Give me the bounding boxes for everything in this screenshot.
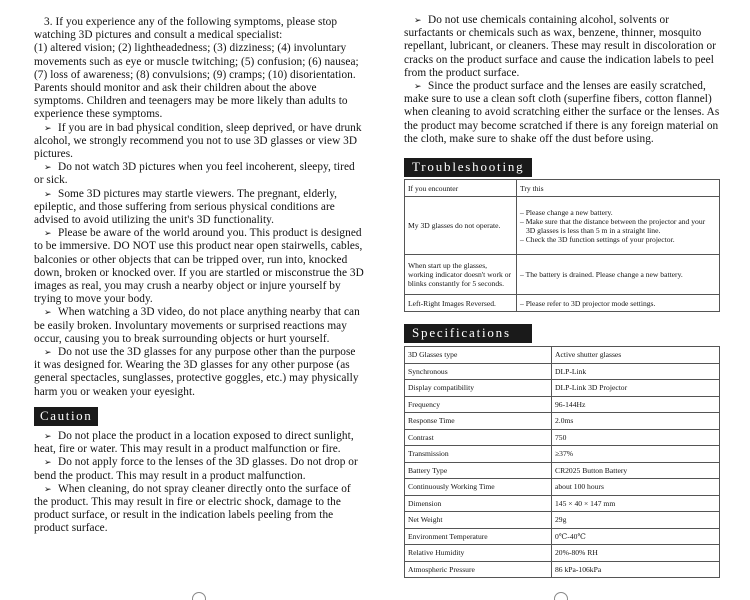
spec-key: 3D Glasses type bbox=[405, 347, 552, 364]
warning-physical-condition bbox=[34, 122, 364, 162]
arrow-bullet-icon: ➢ bbox=[44, 347, 52, 358]
spec-key: Display compatibility bbox=[405, 380, 552, 397]
spec-row bbox=[405, 528, 720, 545]
table-row bbox=[405, 255, 720, 295]
caution-cleaning bbox=[34, 483, 364, 536]
warning-text: Do not watch 3D pictures when you feel incoherent, sleepy, tired or sick. bbox=[34, 161, 355, 187]
spec-row bbox=[405, 347, 720, 364]
solution-item: – Make sure that the distance between the projector and your 3D glasses is less than 5 m in a straight line. bbox=[520, 216, 706, 235]
arrow-bullet-icon: ➢ bbox=[44, 483, 52, 494]
right-column bbox=[404, 14, 720, 578]
spec-row bbox=[405, 479, 720, 496]
spec-value: DLP-Link 3D Projector bbox=[552, 380, 720, 397]
spec-value: 2.0ms bbox=[552, 413, 720, 430]
warning-startle bbox=[34, 188, 364, 228]
spec-value: Active shutter glasses bbox=[552, 347, 720, 364]
symptoms-list: (1) altered vision; (2) lightheadedness; (3) dizziness; (4) involuntary movements such as eye or muscle twitching; (5) confusion; (6) nausea; (7) loss of awareness; (8) convulsions; (9) cramps; (10) disorientation. Parents should monitor and ask their children about the above symptoms. Children and teenagers may be more likely than adults to experience these symptoms. bbox=[34, 42, 359, 121]
left-column bbox=[34, 16, 364, 536]
table-row bbox=[405, 295, 720, 312]
arrow-bullet-icon: ➢ bbox=[44, 457, 52, 468]
spec-row bbox=[405, 396, 720, 413]
caution-text: Since the product surface and the lenses are easily scratched, make sure to use a clean soft cloth (superfine fibers, cotton flannel) when cleaning to avoid scratching either the surface or the lenses. As the product may become scratched if there is any foreign material on the cloth, make sure to shake off the dust before using. bbox=[404, 80, 720, 145]
arrow-bullet-icon: ➢ bbox=[44, 122, 52, 133]
table-row bbox=[405, 197, 720, 255]
spec-row bbox=[405, 545, 720, 562]
spec-row bbox=[405, 561, 720, 578]
spec-value: ≥37% bbox=[552, 446, 720, 463]
arrow-bullet-icon: ➢ bbox=[414, 15, 422, 25]
spec-key: Contrast bbox=[405, 429, 552, 446]
specifications-table bbox=[404, 346, 720, 578]
caution-scratch bbox=[404, 80, 720, 146]
solution-cell bbox=[517, 255, 720, 295]
caution-text: Do not place the product in a location exposed to direct sunlight, heat, fire or water. This may result in a product malfunction or fire. bbox=[34, 429, 354, 456]
warning-text: When watching a 3D video, do not place anything nearby that can be easily broken. Involuntary movements or surprised reactions may occur, causing you to break surrounding objects or hurt yourself. bbox=[34, 306, 360, 345]
spec-value: 96-144Hz bbox=[552, 396, 720, 413]
spec-row bbox=[405, 429, 720, 446]
solution-cell bbox=[517, 295, 720, 312]
spec-key: Environment Temperature bbox=[405, 528, 552, 545]
spec-value: 0℃-40℃ bbox=[552, 528, 720, 545]
spec-row bbox=[405, 495, 720, 512]
table-header-cell: Try this bbox=[517, 180, 720, 197]
problem-cell: My 3D glasses do not operate. bbox=[405, 197, 517, 255]
spec-row bbox=[405, 380, 720, 397]
caution-chemicals bbox=[404, 14, 720, 80]
solution-item: – Please change a new battery. bbox=[520, 207, 613, 217]
caution-heading: Caution bbox=[34, 407, 98, 426]
problem-cell: Left-Right Images Reversed. bbox=[405, 295, 517, 312]
spec-key: Relative Humidity bbox=[405, 545, 552, 562]
specifications-body bbox=[405, 347, 720, 578]
arrow-bullet-icon: ➢ bbox=[44, 162, 52, 173]
caution-force bbox=[34, 456, 364, 482]
spec-value: 20%-80% RH bbox=[552, 545, 720, 562]
arrow-bullet-icon: ➢ bbox=[414, 81, 422, 92]
spec-row bbox=[405, 512, 720, 529]
spec-key: Synchronous bbox=[405, 363, 552, 380]
troubleshooting-heading: Troubleshooting bbox=[404, 158, 532, 177]
table-header-row bbox=[405, 180, 720, 197]
caution-text: When cleaning, do not spray cleaner directly onto the surface of the product. This may result in fire or electric shock, damage to the product surface, or result in the indication labels peeling from the product surface. bbox=[34, 482, 351, 535]
spec-key: Response Time bbox=[405, 413, 552, 430]
warning-text: Please be aware of the world around you. This product is designed to be immersive. DO NOT use this product near open stairwells, cables, balconies or other objects that can be tripped over, run into, knocked down, broken or knocked over. If you are startled or misconstrue the 3D images as real, you may crush a nearby object or injure yourself by trying to move your body. bbox=[34, 227, 364, 306]
arrow-bullet-icon: ➢ bbox=[44, 228, 52, 239]
page-number-circle bbox=[192, 592, 206, 600]
spec-value: 86 kPa-106kPa bbox=[552, 561, 720, 578]
arrow-bullet-icon: ➢ bbox=[44, 307, 52, 318]
spec-row bbox=[405, 462, 720, 479]
spec-key: Continuously Working Time bbox=[405, 479, 552, 496]
spec-row bbox=[405, 413, 720, 430]
spec-key: Atmospheric Pressure bbox=[405, 561, 552, 578]
solution-item: – Please refer to 3D projector mode settings. bbox=[520, 298, 656, 308]
page-number-circle bbox=[554, 592, 568, 600]
problem-cell: When start up the glasses, working indicator doesn't work or blinks constantly for 5 seconds. bbox=[405, 255, 517, 295]
caution-text: Do not use chemicals containing alcohol, solvents or surfactants or chemicals such as wax, benzene, thinner, mosquito repellant, lubricant, or cleaners. These may result in discoloration or cracks on the product surface and cause the indication labels to peel from the product surface. bbox=[404, 14, 717, 79]
spec-value: 29g bbox=[552, 512, 720, 529]
table-header-cell: If you encounter bbox=[405, 180, 517, 197]
caution-sunlight bbox=[34, 430, 364, 456]
spec-value: 750 bbox=[552, 429, 720, 446]
specifications-heading: Specifications bbox=[404, 324, 532, 343]
troubleshooting-table bbox=[404, 179, 720, 312]
warning-incoherent bbox=[34, 161, 364, 187]
warning-breakables bbox=[34, 306, 364, 346]
warning-text: If you are in bad physical condition, sleep deprived, or have drunk alcohol, we strongly recommend you not to use 3D glasses or view 3D pictures. bbox=[34, 121, 362, 161]
solution-cell bbox=[517, 197, 720, 255]
spec-value: about 100 hours bbox=[552, 479, 720, 496]
arrow-bullet-icon: ➢ bbox=[44, 188, 52, 199]
warning-surroundings bbox=[34, 227, 364, 306]
spec-key: Frequency bbox=[405, 396, 552, 413]
spec-value: 145 × 40 × 147 mm bbox=[552, 495, 720, 512]
caution-text: Do not apply force to the lenses of the 3D glasses. Do not drop or bend the product. This may result in a product malfunction. bbox=[34, 456, 358, 482]
spec-key: Transmission bbox=[405, 446, 552, 463]
spec-value: CR2025 Button Battery bbox=[552, 462, 720, 479]
symptoms-intro: 3. If you experience any of the following symptoms, please stop watching 3D pictures and consult a medical specialist: bbox=[34, 16, 338, 42]
spec-value: DLP-Link bbox=[552, 363, 720, 380]
spec-key: Net Weight bbox=[405, 512, 552, 529]
warning-purpose bbox=[34, 346, 364, 399]
spec-key: Battery Type bbox=[405, 462, 552, 479]
solution-item: – Check the 3D function settings of your projector. bbox=[520, 234, 675, 244]
spec-key: Dimension bbox=[405, 495, 552, 512]
spec-row bbox=[405, 446, 720, 463]
warning-text: Some 3D pictures may startle viewers. The pregnant, elderly, epileptic, and those suffering from serious physical conditions are advised to avoid utilizing the unit's 3D functionality. bbox=[34, 187, 338, 227]
spec-row bbox=[405, 363, 720, 380]
solution-item: – The battery is drained. Please change a new battery. bbox=[520, 270, 683, 280]
arrow-bullet-icon: ➢ bbox=[44, 430, 52, 441]
warning-text: Do not use the 3D glasses for any purpose other than the purpose it was designed for. Wearing the 3D glasses for any other purpose (as general spectacles, sunglasses, protective goggles, etc.) may physically harm you or weaken your eyesight. bbox=[34, 346, 359, 398]
